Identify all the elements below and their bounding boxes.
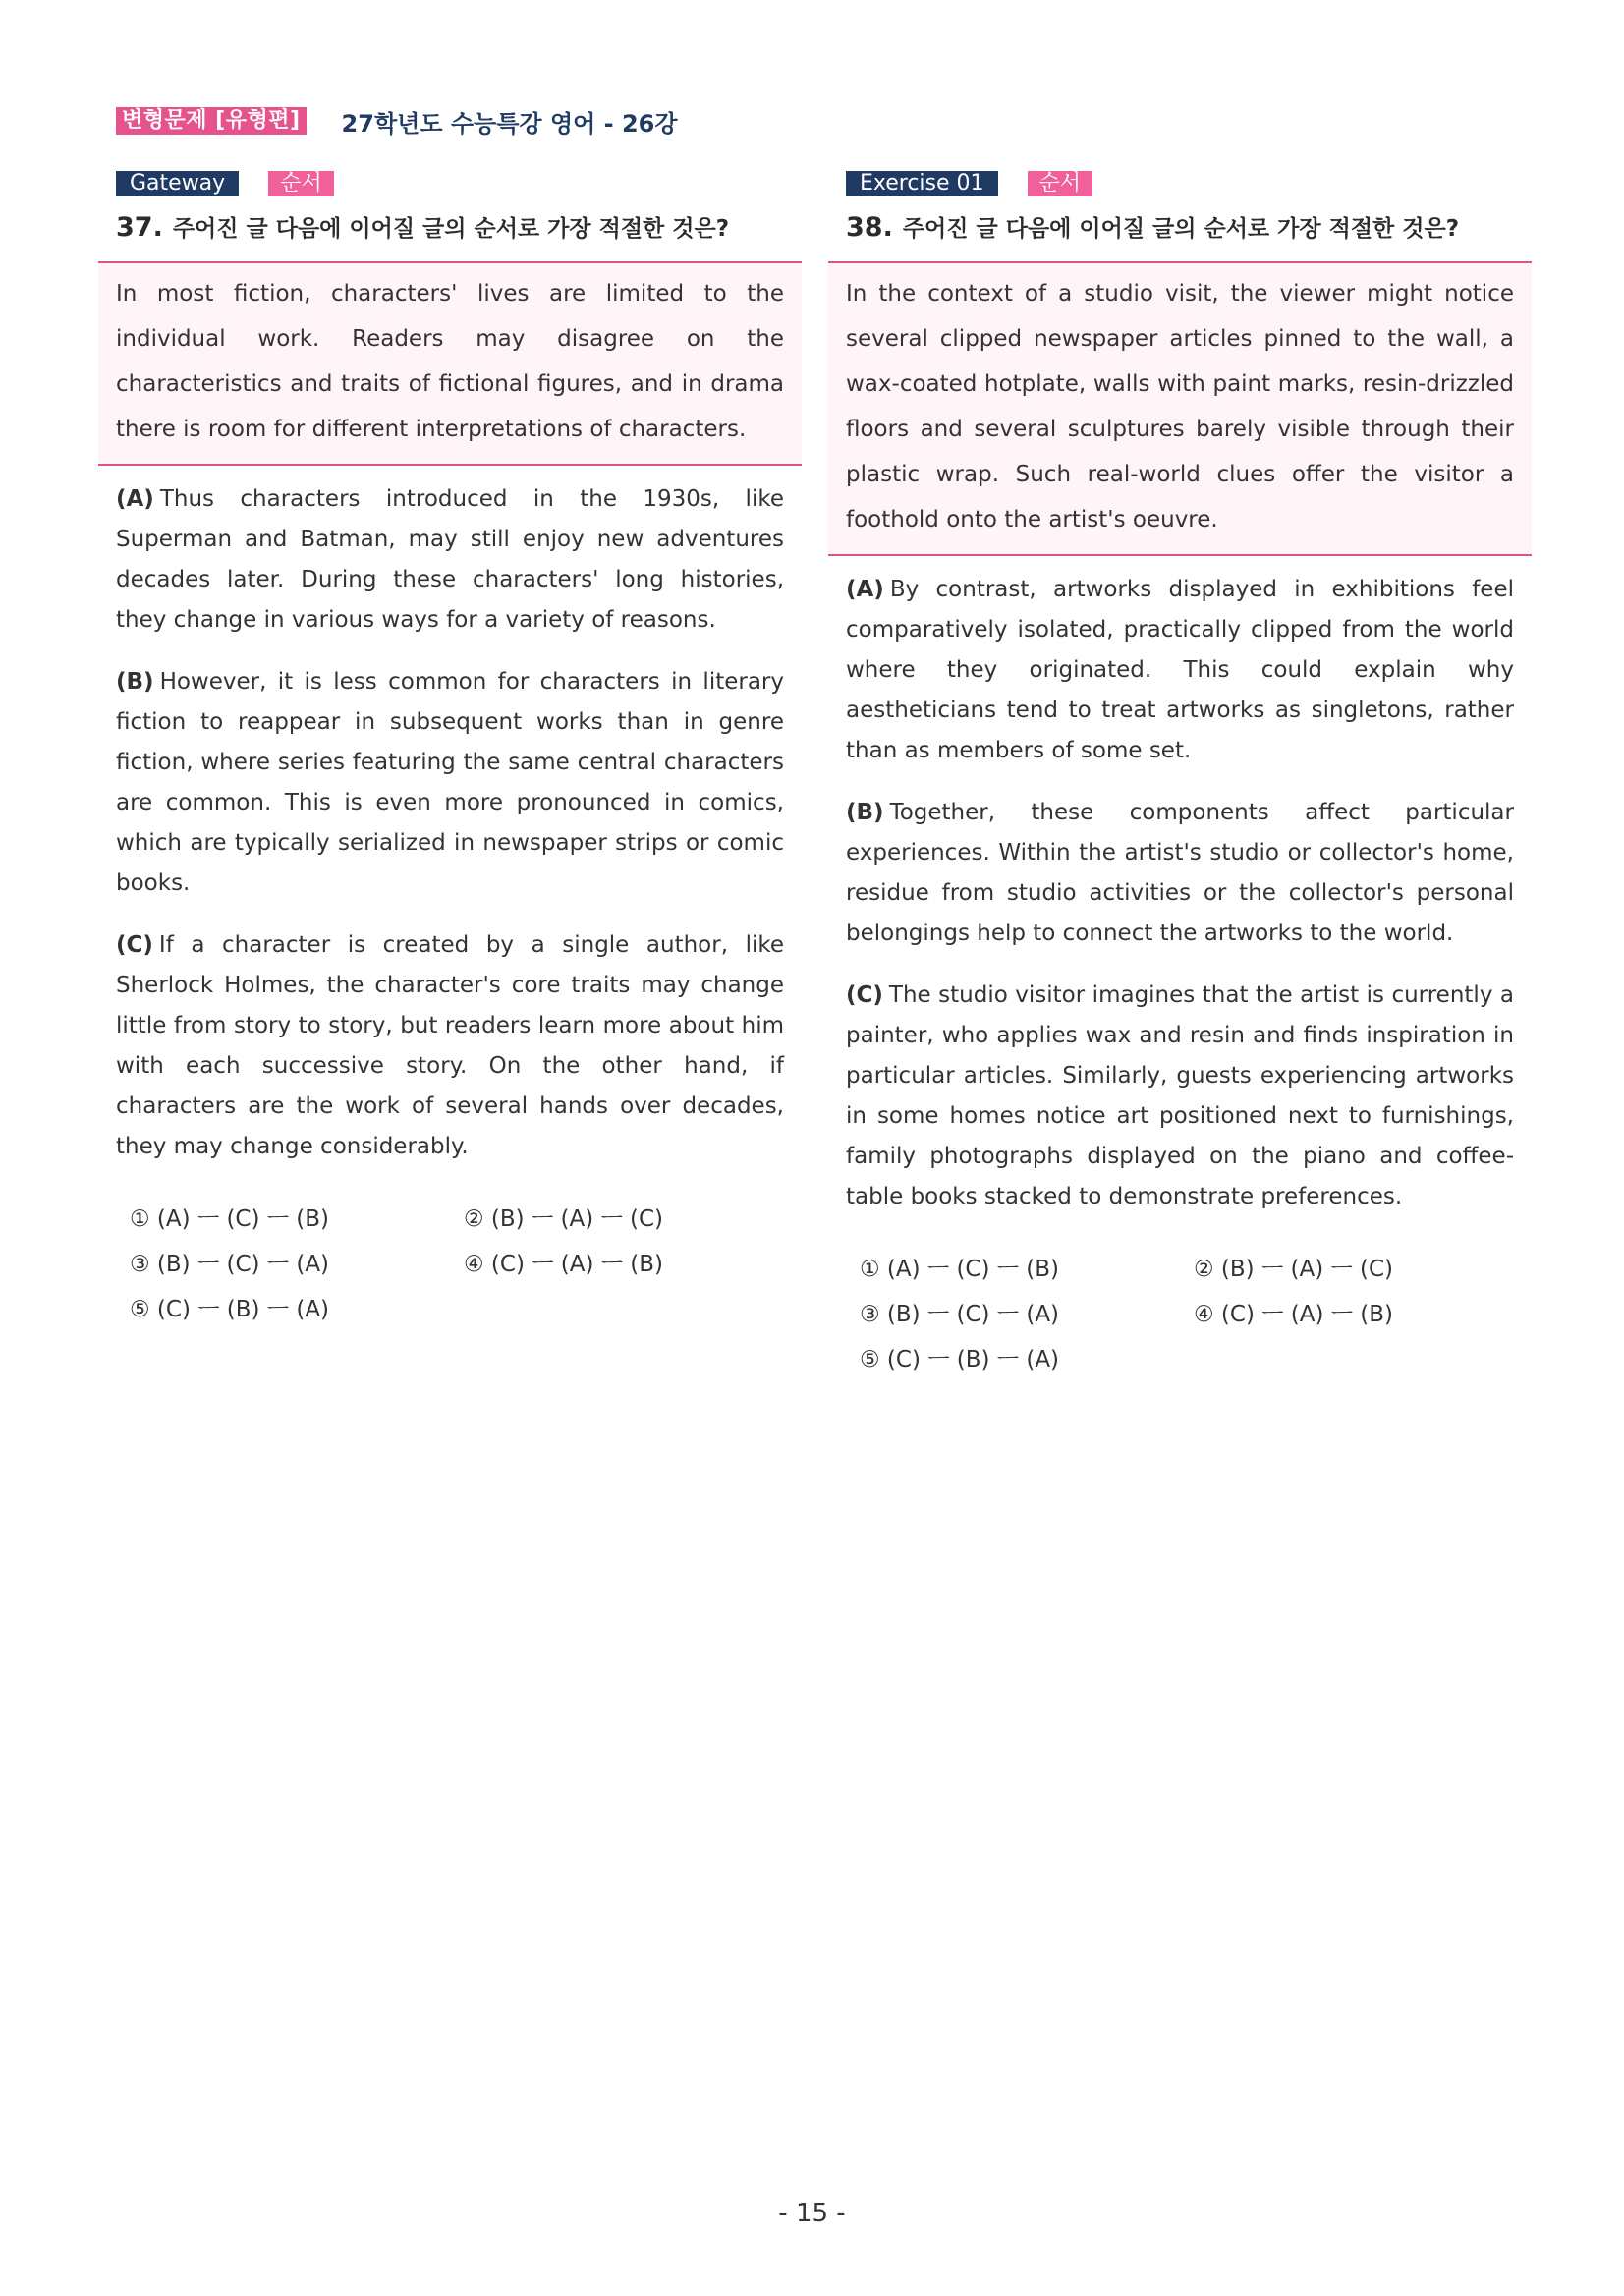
- paragraph-label: (A): [116, 486, 154, 512]
- choice-3[interactable]: ③ (B) ㅡ (C) ㅡ (A): [860, 1302, 1060, 1327]
- type-label: 순서: [268, 171, 334, 196]
- choice-3[interactable]: ③ (B) ㅡ (C) ㅡ (A): [130, 1252, 330, 1277]
- paragraph-text: If a character is created by a single author, like Sherlock Holmes, the character's core traits may change little from story to story, but readers learn more about him with each successive story. On the other hand, if characters are the work of several hands over decades, they may change considerably.: [116, 932, 784, 1159]
- paragraph-text: However, it is less common for characters in literary fiction to reappear in subsequent works than in genre fiction, where series featuring the same central characters are common. This is even more pronounced in comics, which are typically serialized in newspaper strips or comic books.: [116, 669, 784, 896]
- question-37: [116, 210, 802, 250]
- paragraph-text: Thus characters introduced in the 1930s, like Superman and Batman, may still enjoy new adventures decades later. During these characters' long histories, they change in various ways for a variety of reasons.: [116, 486, 784, 633]
- section-label: Exercise 01: [846, 171, 998, 196]
- paragraph-label: (B): [846, 800, 884, 825]
- answer-choices: [860, 1251, 1532, 1378]
- choice-5[interactable]: ⑤ (C) ㅡ (B) ㅡ (A): [860, 1347, 1060, 1372]
- given-passage: In most fiction, characters' lives are limited to the individual work. Readers may disagree on the characteristics and traits of fictional figures, and in drama there is room for different interpretations of characters.: [98, 261, 802, 466]
- paragraph-a: [846, 570, 1514, 771]
- choice-5[interactable]: ⑤ (C) ㅡ (B) ㅡ (A): [130, 1297, 330, 1322]
- left-labels: [116, 171, 802, 196]
- variant-tag: 변형문제 [유형편]: [116, 107, 307, 135]
- choice-1[interactable]: ① (A) ㅡ (C) ㅡ (B): [860, 1257, 1060, 1282]
- given-passage: In the context of a studio visit, the viewer might notice several clipped newspaper articles pinned to the wall, a wax-coated hotplate, walls with paint marks, resin-drizzled floors and several sculptures barely visible through their plastic wrap. Such real-world clues offer the visitor a foothold onto the artist's oeuvre.: [828, 261, 1532, 556]
- page-header: [116, 106, 678, 136]
- paragraph-label: (C): [846, 982, 883, 1008]
- choice-4[interactable]: ④ (C) ㅡ (A) ㅡ (B): [1194, 1302, 1394, 1327]
- choice-4[interactable]: ④ (C) ㅡ (A) ㅡ (B): [464, 1252, 664, 1277]
- paragraph-text: By contrast, artworks displayed in exhibitions feel comparatively isolated, practically clipped from the world where they originated. This could explain why aestheticians tend to treat artworks as singletons, rather than as members of some set.: [846, 577, 1514, 763]
- question-number: 38.: [846, 212, 893, 243]
- paragraph-b: [116, 662, 784, 904]
- question-text: 주어진 글 다음에 이어질 글의 순서로 가장 적절한 것은?: [902, 216, 1460, 242]
- paragraph-c: [846, 976, 1514, 1217]
- choice-1[interactable]: ① (A) ㅡ (C) ㅡ (B): [130, 1206, 330, 1232]
- question-number: 37.: [116, 212, 163, 243]
- choice-2[interactable]: ② (B) ㅡ (A) ㅡ (C): [464, 1206, 664, 1232]
- paragraph-text: The studio visitor imagines that the artist is currently a painter, who applies wax and resin and finds inspiration in particular articles. Similarly, guests experiencing artworks in some homes notice art positioned next to furnishings, family photographs displayed on the piano and coffee-table books stacked to demonstrate preferences.: [846, 982, 1514, 1209]
- page-number: - 15 -: [778, 2199, 846, 2228]
- right-labels: [846, 171, 1532, 196]
- left-column: [98, 171, 802, 1328]
- right-column: [828, 171, 1532, 1378]
- type-label: 순서: [1028, 171, 1093, 196]
- paragraph-text: Together, these components affect particular experiences. Within the artist's studio or collector's home, residue from studio activities or the collector's personal belongings help to connect the artworks to the world.: [846, 800, 1514, 946]
- choice-2[interactable]: ② (B) ㅡ (A) ㅡ (C): [1194, 1257, 1394, 1282]
- paragraph-label: (B): [116, 669, 154, 695]
- page-title: 27학년도 수능특강 영어 - 26강: [341, 109, 678, 138]
- paragraph-label: (A): [846, 577, 884, 602]
- paragraph-b: [846, 793, 1514, 954]
- answer-choices: [130, 1201, 802, 1328]
- paragraph-c: [116, 925, 784, 1167]
- question-text: 주어진 글 다음에 이어질 글의 순서로 가장 적절한 것은?: [172, 216, 730, 242]
- paragraph-a: [116, 479, 784, 641]
- question-38: [846, 210, 1532, 250]
- paragraph-label: (C): [116, 932, 153, 958]
- section-label: Gateway: [116, 171, 239, 196]
